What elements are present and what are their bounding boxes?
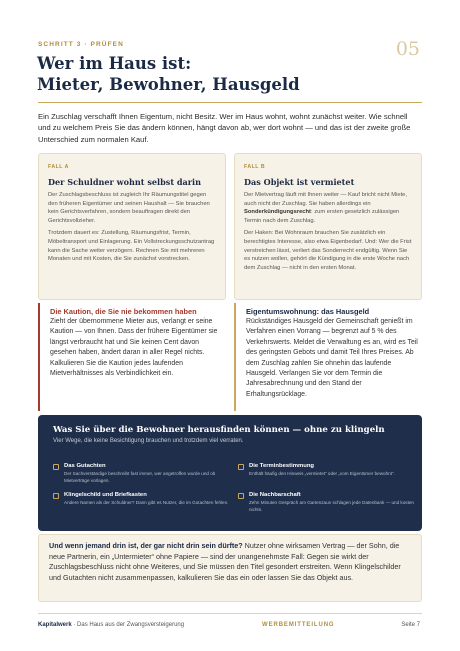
footer-left: [38, 622, 184, 628]
note-box: [38, 534, 422, 602]
case-b-paragraph-2: Der Haken: Bei Wohnraum brauchen Sie zusätzlich ein berechtigtes Interesse, also etwa Eigenbedarf. Und: Wer die Frist verstreichen lässt, verliert das Sonderrecht endgültig. Wenn Sie es nutzen wollen, gehört die Kündigung in die erste Woche nach dem Zuschlag — nicht in den ersten Monat.: [244, 230, 412, 271]
research-heading: Was Sie über die Bewohner herausfinden können — ohne zu klingeln: [53, 425, 385, 435]
kaution-callout: [38, 303, 226, 411]
kaution-text: Zieht der übernommene Mieter aus, verlangt er seine Kaution — von Ihnen. Dass der frühere Eigentümer sie längst verbraucht hat und Sie keinen Cent davon gesehen haben, ändert daran in aller Regel nichts. Kalkulieren Sie die Kaution jedes laufenden Mietverhältnisses als Verbindlichkeit ein.: [50, 318, 218, 378]
case-b-paragraph-1: [244, 191, 412, 225]
case-b-card: [234, 153, 422, 300]
checklist-item-title: Die Nachbarschaft: [249, 492, 301, 498]
research-subheading: Vier Wege, die keine Besichtigung brauchen und trotzdem viel verraten.: [53, 438, 244, 444]
page-title: [37, 53, 300, 95]
footer-center: WERBEMITTEILUNG: [262, 622, 335, 628]
title-divider: [38, 102, 422, 103]
checklist-item: [238, 463, 418, 478]
case-a-paragraph-2: Trotzdem dauert es: Zustellung, Räumungsfrist, Termin, Möbeltransport und Einlagerung. Ein Vollstreckungsschutzantrag kann die Sache weiter verzögern. Rechnen Sie mit mehreren Monaten und mit Kosten, die Sie zunächst vorstrecken.: [48, 230, 215, 263]
checklist-item-title: Klingelschild und Briefkasten: [64, 492, 147, 498]
hausgeld-heading: Eigentumswohnung: das Hausgeld: [246, 307, 370, 316]
kaution-heading: Die Kaution, die Sie nie bekommen haben: [50, 307, 197, 316]
checkbox-icon: [238, 493, 244, 499]
footer-divider: [38, 613, 422, 614]
checklist-item: [53, 492, 233, 507]
hausgeld-callout: [234, 303, 422, 411]
note-text: Nutzer ohne wirksamen Vertrag — der Sohn, die neue Partnerin, ein „Untermieter“ ohne Papiere — sind der unangenehmste Fall: Gegen sie wirkt der Zuschlagsbeschluss nicht ohne Weiteres, und Sie müssen den Titel gesondert erstreiten. Wenn Klingelschilder und Gutachten nicht zusammenpassen, kalkulieren Sie das ein oder lassen Sie das Objekt aus.: [49, 541, 401, 582]
checklist-item: [53, 463, 233, 485]
checkbox-icon: [53, 493, 59, 499]
checklist-item-desc: Enthält häufig den Hinweis „vermietet“ oder „vom Eigentümer bewohnt“.: [249, 471, 395, 476]
checkbox-icon: [238, 464, 244, 470]
case-b-tag: FALL B: [244, 164, 266, 170]
case-a-card: [38, 153, 226, 300]
footer-subtitle: · Das Haus aus der Zwangsversteigerung: [71, 622, 185, 628]
checklist-item-desc: Zehn Minuten Gespräch am Gartenzaun schlagen jede Datenbank — und kosten nichts.: [249, 500, 414, 512]
intro-paragraph: Ein Zuschlag verschafft Ihnen Eigentum, nicht Besitz. Wer im Haus wohnt, wohnt zunächst weiter. Wie schnell und zu welchem Preis Sie das ändern können, hängt davon ab, wer dort wohnt — und das ist der zweite große Unterschied zum normalen Kauf.: [38, 112, 411, 144]
checklist-item-desc: Der Sachverständige beschreibt fast immer, wer angetroffen wurde und ob Mietverträge vorlagen.: [64, 471, 216, 483]
checklist-item-desc: Andere Namen als der Schuldner? Dann gibt es Nutzer, die im Gutachten fehlen.: [64, 500, 229, 505]
footer-brand: Kapitalwerk: [38, 622, 72, 628]
page-title-line-2: Mieter, Bewohner, Hausgeld: [37, 75, 300, 94]
case-a-paragraph-1: Der Zuschlagsbeschluss ist zugleich Ihr Räumungstitel gegen den früheren Eigentümer und seinen Haushalt — Sie brauchen kein Gerichtsverfahren, sondern beauftragen direkt den Gerichtsvollzieher.: [48, 192, 210, 224]
case-a-title: Der Schuldner wohnt selbst darin: [48, 177, 202, 187]
chapter-number: 05: [395, 38, 420, 60]
case-b-title: Das Objekt ist vermietet: [244, 177, 355, 187]
checkbox-icon: [53, 464, 59, 470]
checklist-item-title: Die Terminbestimmung: [249, 463, 315, 469]
page-number: Seite 7: [401, 622, 420, 628]
checklist-item: [238, 492, 418, 514]
case-b-text-start: Der Mietvertrag läuft mit Ihnen weiter — Kauf bricht nicht Miete, auch nicht der Zuschlag. Sie haben allerdings ein: [244, 192, 408, 207]
case-b-highlight: Sonderkündigungsrecht: [244, 209, 311, 216]
hausgeld-text: Rückständiges Hausgeld der Gemeinschaft genießt im Verfahren einen Vorrang — begrenzt auf 5 % des Verkehrswerts. Meldet die Verwaltung es an, wird es Teil des geringsten Gebots und damit Teil Ihres Preises. Ab dem Zuschlag zahlen Sie ohnehin das laufende Hausgeld. Verlangen Sie vor dem Termin die Jahresabrechnung und den Stand der Erhaltungsrücklage.: [246, 318, 418, 398]
section-kicker: SCHRITT 3 · PRÜFEN: [38, 41, 124, 48]
case-a-tag: FALL A: [48, 164, 69, 170]
note-lead: Und wenn jemand drin ist, der gar nicht drin sein dürfte?: [49, 541, 243, 550]
page-title-line-1: Wer im Haus ist:: [37, 54, 192, 73]
research-panel: [38, 415, 422, 531]
checklist-item-title: Das Gutachten: [64, 463, 106, 469]
case-b-text-end: : zum ersten gesetzlich zulässigen Termin nach dem Zuschlag.: [244, 209, 400, 224]
